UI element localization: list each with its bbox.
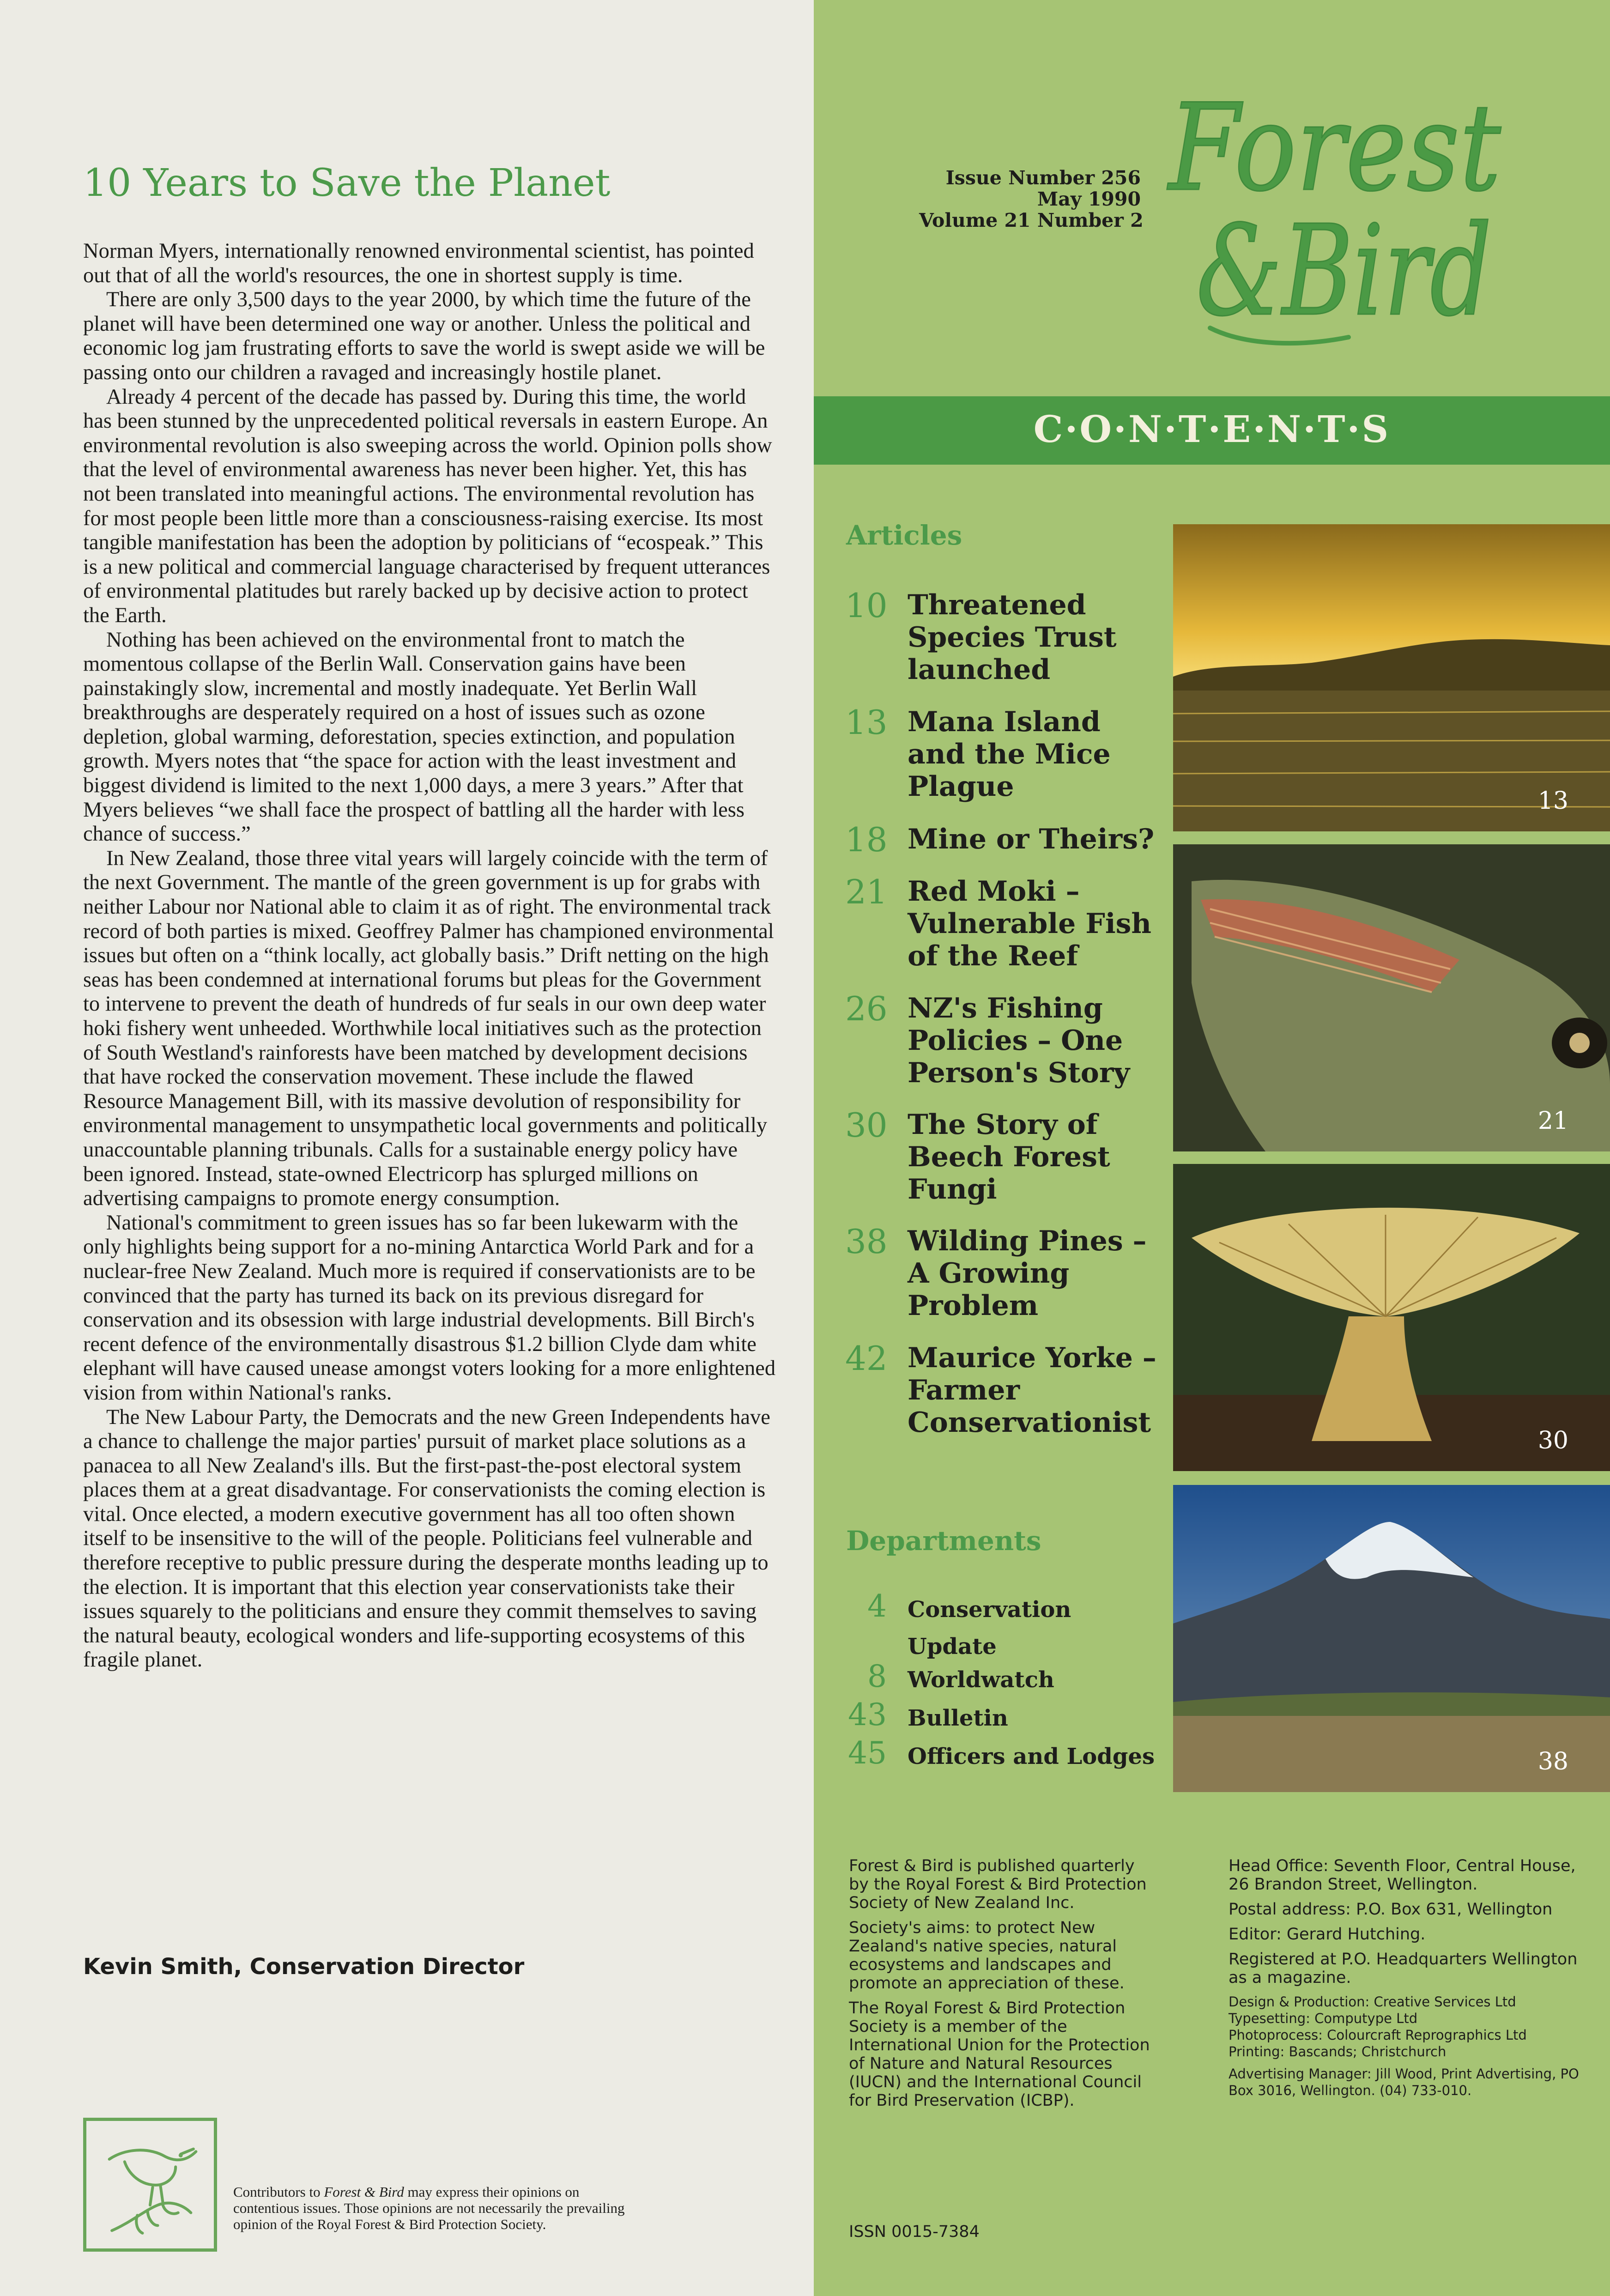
colophon-head-office: Head Office: Seventh Floor, Central House, 26 Brandon Street, Wellington.	[1229, 1857, 1576, 1894]
issue-info	[919, 167, 1144, 231]
department-title: Officers and Lodges	[908, 1744, 1155, 1769]
issue-number: Issue Number 256	[945, 167, 1141, 189]
photo-coastal-sunset	[1173, 524, 1610, 831]
colophon-aims-text: Society's aims: to protect New Zealand's native species, natural ecosystems and landscapes and promote an appreciation of these.	[849, 1919, 1125, 1993]
colophon-advertising: Advertising Manager: Jill Wood, Print Advertising, PO Box 3016, Wellington. (04) 733-010.	[1229, 2066, 1579, 2098]
contents-band	[814, 396, 1610, 465]
colophon-postal-address: Postal address: P.O. Box 631, Wellington	[1229, 1900, 1553, 1919]
colophon-publisher	[849, 1857, 1154, 2116]
colophon-registration: Registered at P.O. Headquarters Wellington as a magazine.	[1229, 1950, 1578, 1987]
article-page: 30	[845, 1106, 888, 1145]
article-page: 21	[845, 872, 888, 911]
bird-on-branch-icon	[83, 2118, 217, 2252]
article-title: Mine or Theirs?	[908, 823, 1155, 855]
article-page: 13	[845, 703, 888, 742]
article-title: Maurice Yorke – Farmer Conservationist	[908, 1342, 1156, 1439]
department-page: 4	[867, 1588, 887, 1624]
department-page: 45	[848, 1735, 887, 1771]
article-page: 42	[845, 1339, 888, 1378]
editorial-paragraph: There are only 3,500 days to the year 2000, by which time the future of the planet will have been determined one way or another. Unless the political and economic log jam frustrating efforts to save the world is swept aside we will be passing onto our children a ravaged and increasingly hostile planet.	[83, 288, 765, 384]
photo-mountain-landscape	[1173, 1485, 1610, 1792]
colophon-publisher-text: Forest & Bird is published quarterly by the Royal Forest & Bird Protection Society of New Zealand Inc.	[849, 1857, 1147, 1912]
editorial-paragraph: National's commitment to green issues has so far been lukewarm with the only highlights being support for a no-mining Antarctica World Park and for a nuclear-free New Zealand. Much more is required if conservationists are to be convinced that the party has turned its back on its previous disregard for conservation and its obsession with large industrial developments. Bill Birch's recent defence of the environmentally disastrous $1.2 billion Clyde dam white elephant will have caused unease amongst voters looking for a more enlightened vision from within National's ranks.	[83, 1211, 776, 1405]
article-page: 10	[845, 586, 888, 625]
editorial-paragraph: Nothing has been achieved on the environmental front to match the momentous collapse of the Berlin Wall. Conservation gains have been painstakingly slow, incremental and mostly inadequate. Yet Berlin Wall breakthroughs are desperately required on a host of issues such as ozone depletion, global warming, deforestation, species extinction, and population growth. Myers notes that “the space for action with the least investment and biggest dividend is limited to the next 1,000 days, a mere 3 years.” After that Myers believes “we shall face the prospect of battling all the harder with less chance of success.”	[83, 628, 744, 846]
colophon-office	[1229, 1857, 1598, 2099]
article-page: 38	[845, 1222, 888, 1261]
colophon-credit: Photoprocess: Colourcraft Reprographics Ltd	[1229, 2027, 1527, 2043]
editorial-body	[83, 239, 776, 1672]
editorial-paragraph: Already 4 percent of the decade has passed by. During this time, the world has been stunned by the unprecedented political reversals in eastern Europe. An environmental revolution is also sweeping across the world. Opinion polls show that the level of environmental awareness has never been higher. Yet, this has not been translated into meaningful actions. The environmental revolution has for most people been little more than a consciousness-raising exercise. Its most tangible manifestation has been the adoption by politicians of “ecospeak.” This is a new political and commercial language characterised by frequent utterances of environmental platitudes but rarely backed up by decisive action to protect the Earth.	[83, 385, 772, 627]
department-title: Bulletin	[908, 1705, 1008, 1731]
colophon-editor: Editor: Gerard Hutching.	[1229, 1925, 1426, 1944]
disclaimer-magazine-name: Forest & Bird	[324, 2184, 404, 2200]
departments-heading: Departments	[846, 1525, 1041, 1557]
editorial-title: 10 Years to Save the Planet	[83, 161, 611, 205]
article-title: The Story of Beech Forest Fungi	[908, 1109, 1110, 1206]
article-page: 18	[845, 820, 888, 859]
contributor-disclaimer	[233, 2184, 640, 2232]
photo-page-number: 30	[1537, 1427, 1568, 1454]
photo-page-number: 21	[1537, 1107, 1568, 1135]
colophon-credit: Printing: Bascands; Christchurch	[1229, 2044, 1447, 2060]
colophon-credit: Typesetting: Computype Ltd	[1229, 2011, 1418, 2026]
department-title: Worldwatch	[908, 1667, 1054, 1693]
article-title: NZ's Fishing Policies – One Person's Story	[908, 992, 1130, 1089]
photo-beech-forest-fungi	[1173, 1164, 1610, 1471]
article-title: Threatened Species Trust launched	[908, 589, 1117, 686]
contents-heading: C·O·N·T·E·N·T·S	[1033, 407, 1391, 451]
issn: ISSN 0015-7384	[849, 2223, 980, 2241]
editorial-paragraph: In New Zealand, those three vital years will largely coincide with the term of the next Government. The mantle of the green government is up for grabs with neither Labour nor National able to claim it as of right. The environmental track record of both parties is mixed. Geoffrey Palmer has championed environmental issues but often on a “think locally, act globally basis.” Drift netting on the high seas has been condemned at international forums but pleas for the Government to intervene to prevent the death of hundreds of fur seals in our own deep water hoki fishery went unheeded. Worthwhile local initiatives such as the protection of South Westland's rainforests have been matched by development decisions that have rocked the conservation movement. These include the flawed Resource Management Bill, with its massive devolution of responsibility for environmental management to unsympathetic local governments and politically unaccountable planning tribunals. Calls for a sustainable energy policy have been ignored. Instead, state-owned Electricorp has splurged millions on advertising campaigns to promote energy consumption.	[83, 846, 774, 1211]
photo-red-moki-fish	[1173, 844, 1610, 1151]
editorial-byline: Kevin Smith, Conservation Director	[83, 1954, 525, 1980]
editorial-paragraph: The New Labour Party, the Democrats and the new Green Independents have a chance to challenge the major parties' pursuit of market place solutions as a panacea to all New Zealand's ills. But the first-past-the-post electoral system places them at a great disadvantage. For conservationists the coming election is vital. Once elected, a modern executive government has all too often shown itself to be insensitive to the will of the people. Politicians feel vulnerable and therefore receptive to public pressure during the desperate months leading up to the election. It is important that this election year conservationists take their issues squarely to the politicians and ensure they commit themselves to saving the natural beauty, ecological wonders and life-supporting ecosystems of this fragile planet.	[83, 1405, 770, 1672]
editorial-paragraph: Norman Myers, internationally renowned environmental scientist, has pointed out that of all the world's resources, the one in shortest supply is time.	[83, 239, 754, 287]
logo-line-bird: &Bird	[1196, 198, 1492, 344]
article-title: Red Moki – Vulnerable Fish of the Reef	[908, 875, 1152, 972]
department-page: 8	[867, 1659, 887, 1694]
department-page: 43	[848, 1697, 887, 1733]
issue-volume: Volume 21 Number 2	[919, 209, 1144, 231]
article-page: 26	[845, 989, 888, 1028]
photo-page-number: 13	[1537, 787, 1568, 815]
issue-date: May 1990	[1037, 188, 1141, 210]
colophon-membership-text: The Royal Forest & Bird Protection Society is a member of the International Union for the Protection of Nature and Natural Resources (IUCN) and the International Council for Bird Preservation (ICBP).	[849, 1999, 1150, 2110]
articles-heading: Articles	[846, 520, 962, 551]
disclaimer-text: may express their opinions on contentious issues. Those opinions are not necessarily the prevailing opinion of the Royal Forest & Bird Protection Society.	[233, 2184, 625, 2232]
disclaimer-text: Contributors to	[233, 2184, 324, 2200]
department-title: Conservation Update	[908, 1597, 1071, 1660]
colophon-credit: Design & Production: Creative Services Ltd	[1229, 1994, 1516, 2010]
article-title: Wilding Pines – A Growing Problem	[908, 1225, 1147, 1322]
article-title: Mana Island and the Mice Plague	[908, 706, 1111, 803]
photo-page-number: 38	[1537, 1748, 1568, 1775]
logo-line-forest: Forest	[1167, 79, 1501, 218]
forest-and-bird-logo	[1155, 65, 1515, 351]
